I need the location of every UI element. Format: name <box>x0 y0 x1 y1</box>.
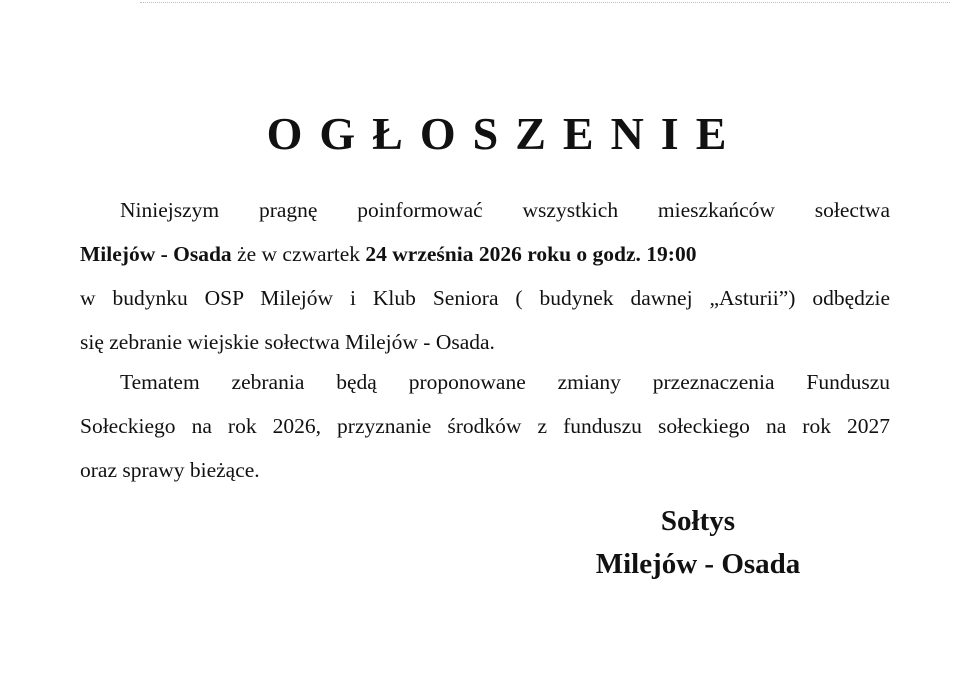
paragraph-1-line-2-text: że w czwartek <box>231 242 366 266</box>
paragraph-1-line-1: Niniejszym pragnę poinformować wszystkich mieszkańców sołectwa <box>120 198 890 222</box>
announcement-paragraph-2 <box>80 360 890 492</box>
announcement-paragraph-1 <box>80 188 890 364</box>
scan-edge-line <box>140 2 950 3</box>
paragraph-1-line-2 <box>80 232 890 276</box>
signature-place: Milejów - Osada <box>595 548 801 580</box>
signature-block <box>569 500 827 586</box>
paragraph-1-line-3: w budynku OSP Milejów i Klub Seniora ( budynek dawnej „Asturii”) odbędzie <box>80 286 890 310</box>
signature-role: Sołtys <box>660 505 736 537</box>
paragraph-2-line-1: Tematem zebrania będą proponowane zmiany przeznaczenia Funduszu <box>120 370 890 394</box>
paragraph-1-line-4: się zebranie wiejskie sołectwa Milejów - Osada. <box>80 330 495 354</box>
meeting-date-time: 24 września 2026 roku o godz. 19:00 <box>365 242 697 266</box>
village-name: Milejów - Osada <box>80 242 232 266</box>
page-title: OGŁOSZENIE <box>266 108 744 159</box>
paragraph-2-line-2: Sołeckiego na rok 2026, przyznanie środków z funduszu sołeckiego na rok 2027 <box>80 414 890 438</box>
paragraph-2-line-3: oraz sprawy bieżące. <box>80 458 260 482</box>
